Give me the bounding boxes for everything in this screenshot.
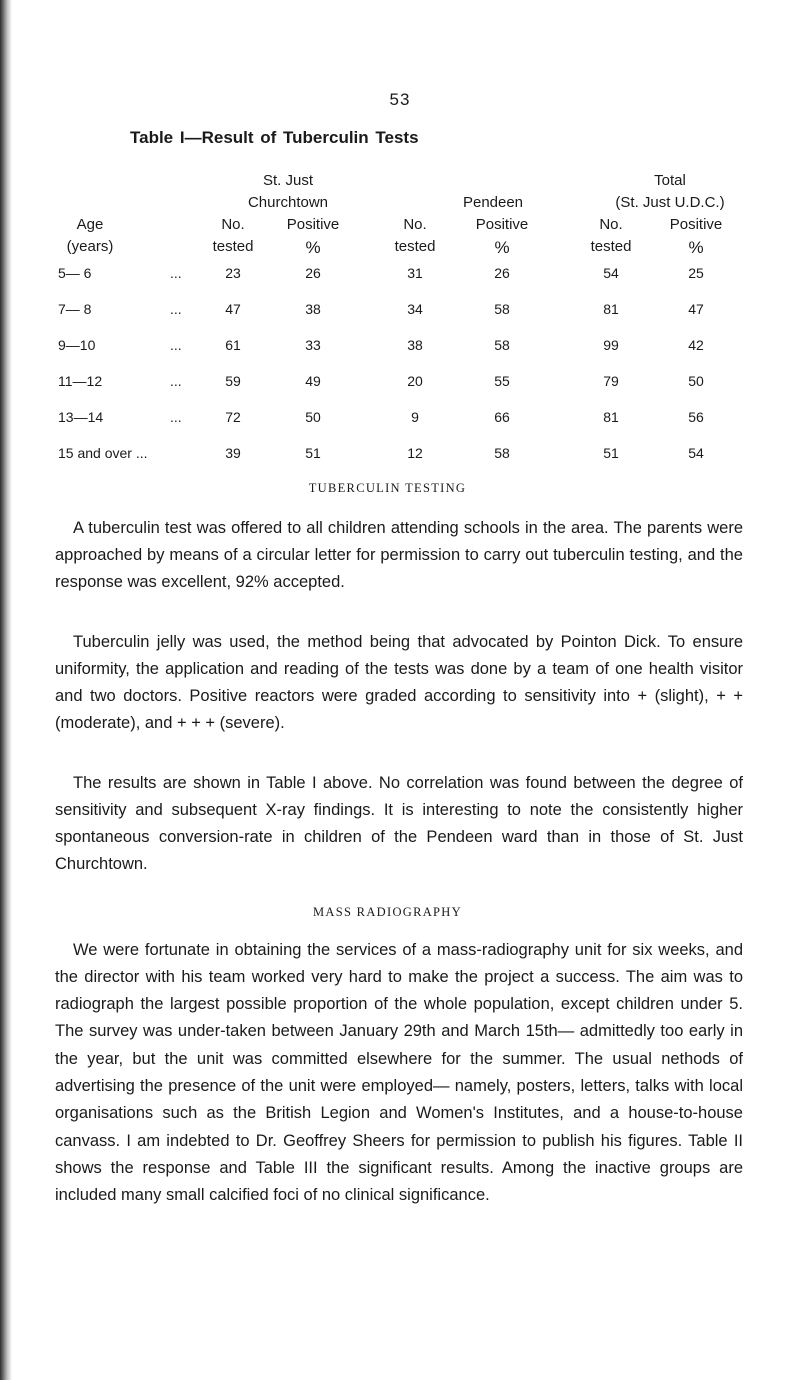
header-pendeen: Pendeen xyxy=(462,194,524,211)
table-cell-sj-no: 39 xyxy=(225,445,241,461)
table-cell-age: 15 and over ... xyxy=(58,445,148,461)
table-cell-age: 13—14 xyxy=(58,409,104,425)
table-cell-age: 11—12 xyxy=(58,373,103,389)
header-stjust-no-line2: tested xyxy=(212,238,254,255)
table-cell-leader-dots: ... xyxy=(170,373,182,389)
table-cell-sj-pos: 49 xyxy=(305,373,321,389)
paragraph: A tuberculin test was offered to all children attending schools in the area. The parents were approached by means of a circular letter for permission to carry out tuberculin testing, and the response was excellent, 92% accepted. xyxy=(55,518,743,592)
table-cell-sj-no: 23 xyxy=(225,265,241,281)
page-number: 53 xyxy=(389,90,411,109)
table-cell-tot-pos: 54 xyxy=(688,445,704,461)
table-cell-sj-no: 47 xyxy=(225,301,241,317)
header-stjust-line2: Churchtown xyxy=(247,194,329,211)
table-cell-tot-no: 79 xyxy=(603,373,619,389)
table-cell-pd-pos: 66 xyxy=(494,409,510,425)
header-total-no-line1: No. xyxy=(599,216,623,233)
table-cell-sj-pos: 26 xyxy=(305,265,321,281)
table-cell-age: 7— 8 xyxy=(58,301,92,317)
header-pendeen-pos-line2: % xyxy=(494,238,510,257)
table-cell-leader-dots: ... xyxy=(170,301,182,317)
table-cell-pd-no: 12 xyxy=(407,445,423,461)
table-cell-pd-pos: 58 xyxy=(494,301,510,317)
table-title: Table I—Result of Tuberculin Tests xyxy=(130,128,419,147)
table-cell-sj-pos: 33 xyxy=(305,337,321,353)
table-cell-leader-dots: ... xyxy=(170,409,182,425)
table-cell-tot-pos: 25 xyxy=(688,265,704,281)
table-cell-tot-pos: 50 xyxy=(688,373,704,389)
table-cell-age: 9—10 xyxy=(58,337,96,353)
header-stjust-pos-line2: % xyxy=(305,238,321,257)
header-stjust-no-line1: No. xyxy=(221,216,245,233)
table-cell-sj-pos: 50 xyxy=(305,409,321,425)
table-cell-tot-no: 81 xyxy=(603,301,619,317)
header-total-line2: (St. Just U.D.C.) xyxy=(615,194,725,211)
page-binding-shadow xyxy=(0,0,12,1380)
paragraph: The results are shown in Table I above. No correlation was found between the degree of sensitivity and subsequent X-ray findings. It is interesting to note the consistently higher spontaneous conversion-rate in children of the Pendeen ward than in those of St. Just Churchtown. xyxy=(55,773,743,874)
header-age-line1: Age xyxy=(76,216,104,233)
header-total-pos-line2: % xyxy=(688,238,704,257)
heading-tuberculin-testing: TUBERCULIN TESTING xyxy=(308,481,467,495)
table-cell-sj-no: 59 xyxy=(225,373,241,389)
table-cell-tot-no: 81 xyxy=(603,409,619,425)
header-stjust-pos-line1: Positive xyxy=(286,216,340,233)
table-cell-pd-pos: 55 xyxy=(494,373,510,389)
header-pendeen-no-line2: tested xyxy=(394,238,436,255)
table-cell-sj-no: 61 xyxy=(225,337,241,353)
table-cell-pd-pos: 58 xyxy=(494,337,510,353)
table-cell-leader-dots: ... xyxy=(170,337,182,353)
table-cell-tot-no: 51 xyxy=(603,445,619,461)
table-cell-tot-pos: 47 xyxy=(688,301,704,317)
header-pendeen-no-line1: No. xyxy=(403,216,427,233)
table-cell-pd-no: 9 xyxy=(411,409,419,425)
table-cell-sj-pos: 38 xyxy=(305,301,321,317)
table-cell-pd-no: 20 xyxy=(407,373,423,389)
table-cell-pd-no: 31 xyxy=(407,265,423,281)
paragraph: Tuberculin jelly was used, the method being that advocated by Pointon Dick. To ensure uniformity, the application and reading of the tests was done by a team of one health visitor and two doctors. Positive reactors were graded according to sensitivity into + (slight), + + (moderate), and + + + (severe). xyxy=(55,632,743,733)
header-stjust-line1: St. Just xyxy=(262,172,314,189)
header-total-line1: Total xyxy=(654,172,686,189)
table-cell-pd-pos: 26 xyxy=(494,265,510,281)
table-cell-age: 5— 6 xyxy=(58,265,92,281)
paragraph: We were fortunate in obtaining the services of a mass-radiography unit for six weeks, and the director with his team worked very hard to make the project a success. The aim was to radiograph the largest possible proportion of the whole population, except children under 5. The survey was under-taken between January 29th and March 15th— admittedly too early in the year, but the unit was committed elsewhere for the summer. The usual nethods of advertising the presence of the unit were employed— namely, posters, letters, talks with local organisations such as the British Legion and Women's Institutes, and a house-to-house canvass. I am indebted to Dr. Geoffrey Sheers for permission to publish his figures. Table II shows the response and Table III the significant results. Among the inactive groups are included many small calcified foci of no clinical significance. xyxy=(55,940,743,1205)
table-cell-pd-no: 34 xyxy=(407,301,423,317)
heading-mass-radiography: MASS RADIOGRAPHY xyxy=(313,905,462,919)
header-total-pos-line1: Positive xyxy=(669,216,723,233)
header-age-line2: (years) xyxy=(66,238,114,255)
table-cell-pd-pos: 58 xyxy=(494,445,510,461)
header-pendeen-pos-line1: Positive xyxy=(475,216,529,233)
table-cell-leader-dots: ... xyxy=(170,265,182,281)
table-cell-sj-no: 72 xyxy=(225,409,241,425)
table-cell-tot-pos: 56 xyxy=(688,409,704,425)
table-cell-tot-no: 99 xyxy=(603,337,619,353)
table-cell-tot-no: 54 xyxy=(603,265,619,281)
header-total-no-line2: tested xyxy=(590,238,632,255)
table-cell-sj-pos: 51 xyxy=(305,445,321,461)
table-cell-tot-pos: 42 xyxy=(688,337,704,353)
table-cell-pd-no: 38 xyxy=(407,337,423,353)
